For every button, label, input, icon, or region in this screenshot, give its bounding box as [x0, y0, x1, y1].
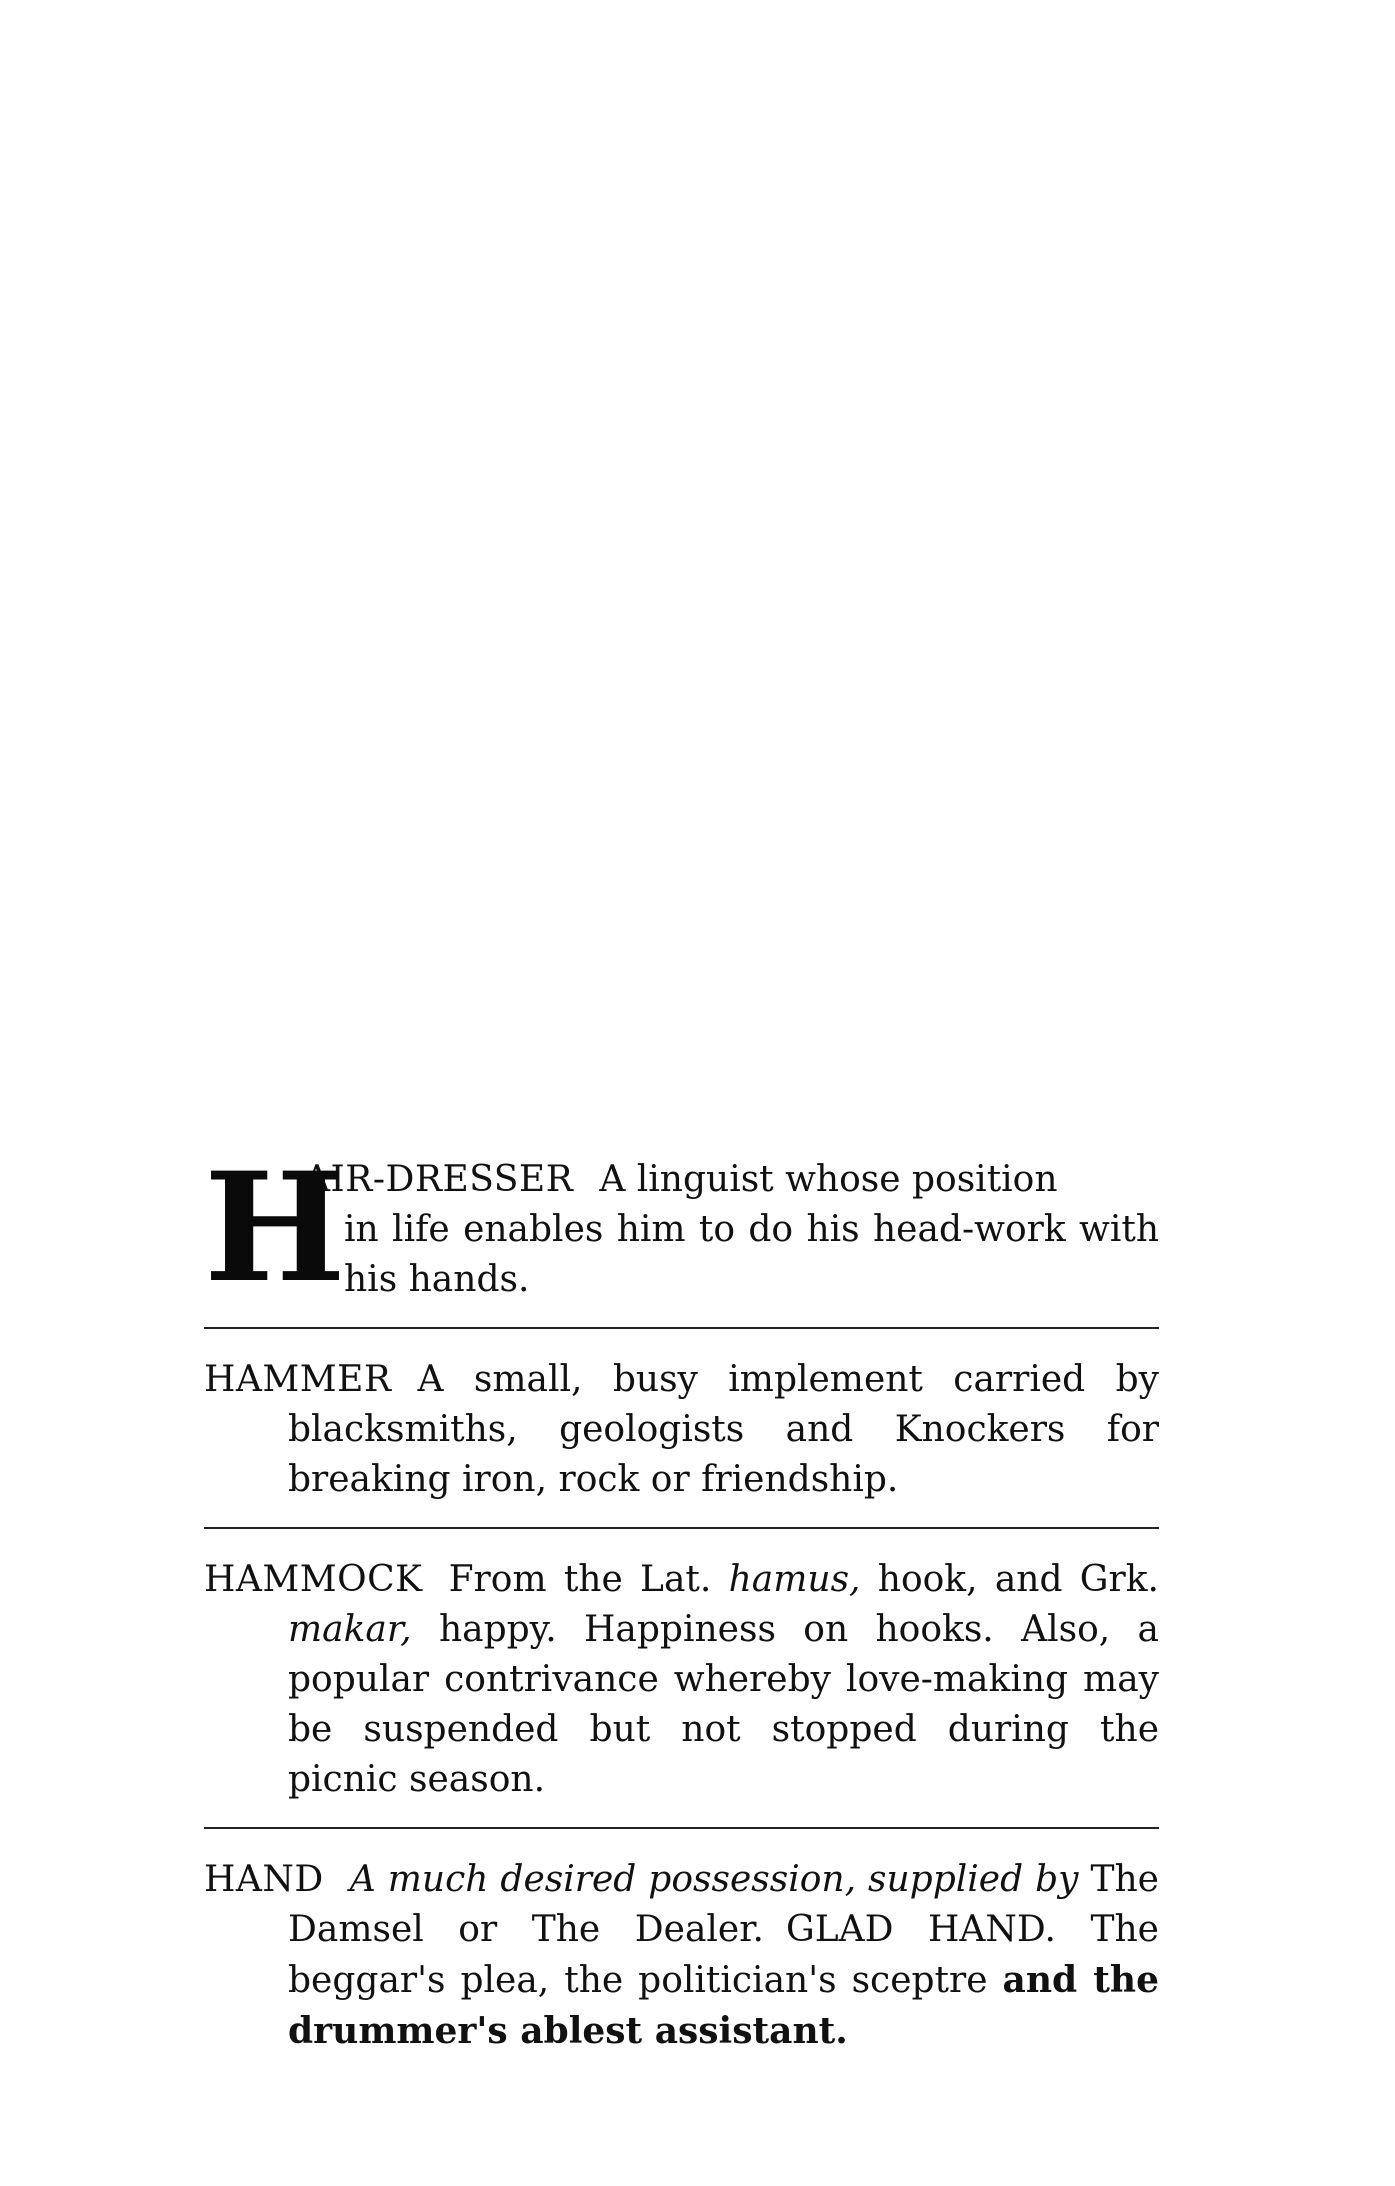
entry-headword: AIR-DRESSER: [304, 1159, 574, 1200]
entry-definition-part: The beggar's plea, the politician's sceptre: [288, 1909, 1159, 2001]
entry-headword: HAMMOCK: [204, 1559, 423, 1600]
entry-definition: A small, busy implement carried by blacksmiths, geologists and Knockers for breaking iron, rock or friendship.: [288, 1359, 1159, 1500]
entry-definition-part: happy. Happiness on hooks. Also, a popular contrivance whereby love-making may be suspended but not stopped during the picnic season.: [288, 1609, 1160, 1800]
entry-definition-part: The Damsel or The Dealer.: [288, 1859, 1159, 1950]
entry-etymology-latin: hamus,: [728, 1559, 861, 1600]
entry-definition-bold: and the drummer's ablest assistant.: [288, 1959, 1160, 2052]
entry-hair-dresser: [204, 1140, 1159, 1316]
entry-definition-rest: in life enables him to do his head-work with his hands.: [344, 1209, 1159, 1300]
dictionary-entries: [204, 1140, 1160, 2057]
entry-subheadword: GLAD HAND.: [785, 1909, 1056, 1950]
entry-etymology-greek: makar,: [288, 1609, 412, 1650]
entry-headword: HAMMER: [204, 1359, 392, 1400]
divider-rule: [204, 1827, 1159, 1829]
entry-definition-part: hook, and Grk.: [877, 1559, 1159, 1600]
entry-headword: HAND: [204, 1859, 324, 1900]
entry-definition-start: A linguist whose position: [599, 1159, 1058, 1200]
divider-rule: [204, 1327, 1159, 1329]
entry-hand: [204, 1855, 1159, 2057]
entry-first-line: [304, 1155, 1159, 1205]
divider-rule: [204, 1527, 1159, 1529]
entry-hammock: [204, 1555, 1159, 1805]
entry-definition-part: From the Lat.: [448, 1559, 712, 1600]
dropcap-letter: H: [204, 1140, 346, 1316]
entry-definition-italic: A much desired possession, supplied by: [349, 1859, 1079, 1900]
entry-hammer: [204, 1355, 1159, 1505]
